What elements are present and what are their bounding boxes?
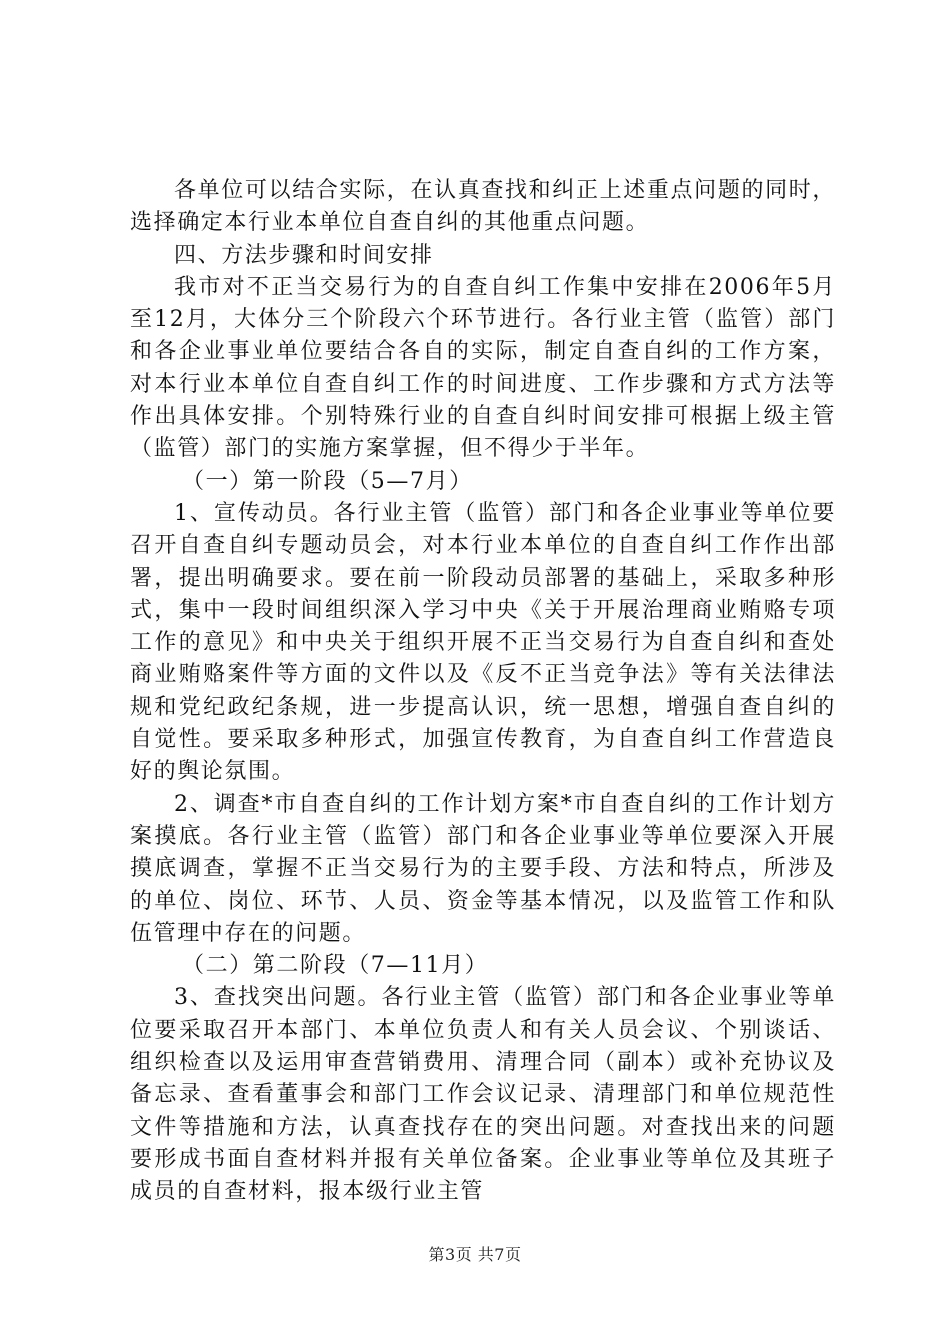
subheading-phase-one: （一）第一阶段（5—7月） xyxy=(182,468,473,494)
paragraph-survey: 2、调查*市自查自纠的工作计划方案*市自查自纠的工作计划方案摸底。各行业主管（监管）部门和各企业事业等单位要深入开展摸底调查，掌握不正当交易行为的主要手段、方法和特点，所涉及的单位、岗位、环节、人员、资金等基本情况，以及监管工作和队伍管理中存在的问题。 xyxy=(130,791,836,946)
document-body xyxy=(130,175,836,1209)
paragraph-mobilization: 1、宣传动员。各行业主管（监管）部门和各企业事业等单位要召开自查自纠专题动员会，对本行业本单位的自查自纠工作作出部署，提出明确要求。要在前一阶段动员部署的基础上，采取多种形式，集中一段时间组织深入学习中央《关于开展治理商业贿赂专项工作的意见》和中央关于组织开展不正当交易行为自查自纠和查处商业贿赂案件等方面的文件以及《反不正当竞争法》等有关法律法规和党纪政纪条规，进一步提高认识，统一思想，增强自查自纠的自觉性。要采取多种形式，加强宣传教育，为自查自纠工作营造良好的舆论氛围。 xyxy=(130,500,836,785)
paragraph-schedule: 我市对不正当交易行为的自查自纠工作集中安排在2006年5月至12月，大体分三个阶段六个环节进行。各行业主管（监管）部门和各企业事业单位要结合各自的实际，制定自查自纠的工作方案，对本行业本单位自查自纠工作的时间进度、工作步骤和方式方法等作出具体安排。个别特殊行业的自查自纠时间安排可根据上级主管（监管）部门的实施方案掌握，但不得少于半年。 xyxy=(130,274,836,462)
page-footer: 第3页 共7页 xyxy=(428,1245,522,1264)
paragraph-intro: 各单位可以结合实际，在认真查找和纠正上述重点问题的同时，选择确定本行业本单位自查自纠的其他重点问题。 xyxy=(130,178,836,236)
subheading-phase-two: （二）第二阶段（7—11月） xyxy=(182,953,489,979)
section-heading-methods: 四、方法步骤和时间安排 xyxy=(174,242,434,268)
paragraph-find-problems: 3、查找突出问题。各行业主管（监管）部门和各企业事业等单位要采取召开本部门、本单位负责人和有关人员会议、个别谈话、组织检查以及运用审查营销费用、清理合同（副本）或补充协议及备忘录、查看董事会和部门工作会议记录、清理部门和单位规范性文件等措施和方法，认真查找存在的突出问题。对查找出来的问题要形成书面自查材料并报有关单位备案。企业事业等单位及其班子成员的自查材料，报本级行业主管 xyxy=(130,985,836,1205)
